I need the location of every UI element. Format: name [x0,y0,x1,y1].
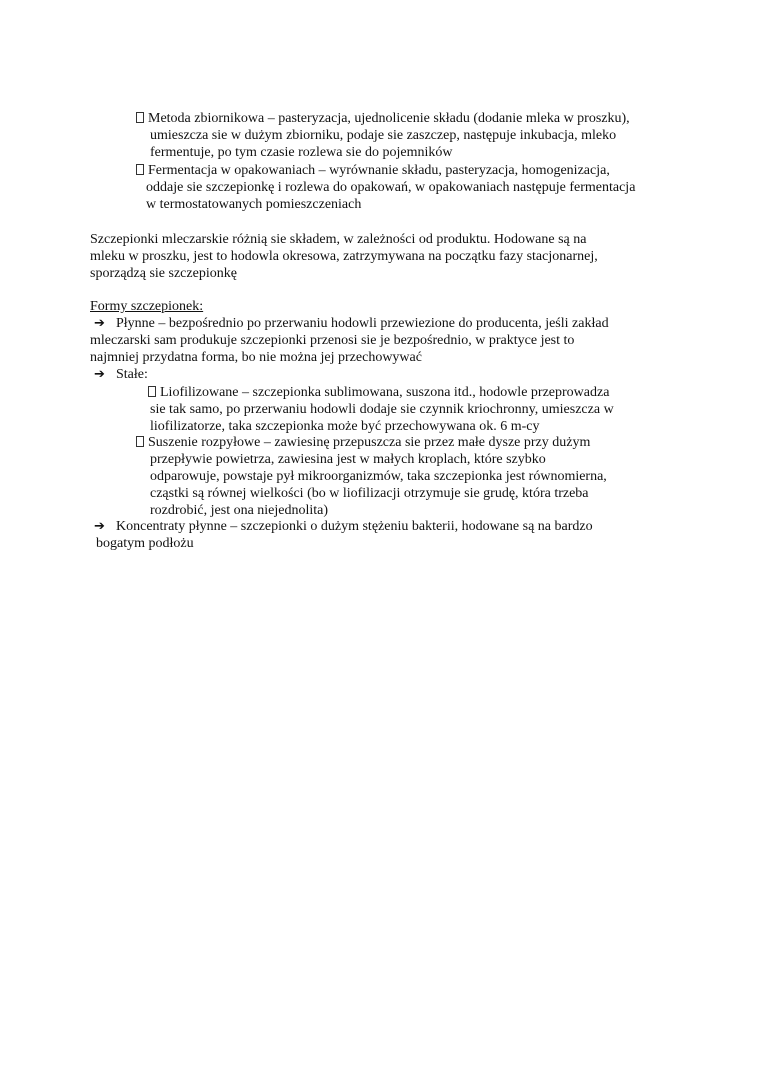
bullet-metoda: Metoda zbiornikowa – pasteryzacja, ujednolicenie składu (dodanie mleka w proszku), [136,110,630,127]
text-line: oddaje sie szczepionkę i rozlewa do opakowań, w opakowaniach następuje fermentacja [146,180,636,195]
text-line: bogatym podłożu [96,536,194,551]
arrow-right-icon: ➔ [94,316,105,331]
text-line: odparowuje, powstaje pył mikroorganizmów, taka szczepionka jest równomierna, [150,469,607,484]
text-line: cząstki są równej wielkości (bo w liofilizacji otrzymuje sie grudę, która trzeba [150,486,589,501]
text-line: najmniej przydatna forma, bo nie można jej przechowywać [90,350,422,365]
bullet-koncentraty: ➔ Koncentraty płynne – szczepionki o dużym stężeniu bakterii, hodowane są na bardzo [94,519,593,534]
arrow-right-icon: ➔ [94,367,105,382]
checkbox-icon [136,112,144,123]
text-line: mleczarski sam produkuje szczepionki przenosi sie je bezpośrednio, w praktyce jest to [90,333,575,348]
text-line: rozdrobić, jest ona niejednolita) [150,503,329,518]
text-line: przepływie powietrza, zawiesina jest w małych kroplach, które szybko [150,452,546,467]
text-line: umieszcza sie w dużym zbiorniku, podaje sie zaszczep, następuje inkubacja, mleko [150,128,617,143]
checkbox-icon [136,436,144,447]
text-line: w termostatowanych pomieszczeniach [146,197,362,212]
bullet-fermentacja: Fermentacja w opakowaniach – wyrównanie składu, pasteryzacja, homogenizacja, [136,162,610,179]
bullet-stale: ➔ Stałe: [94,367,148,382]
bullet-suszenie: Suszenie rozpyłowe – zawiesinę przepuszcza sie przez małe dysze przy dużym [136,434,590,451]
arrow-right-icon: ➔ [94,519,105,534]
checkbox-icon [148,386,156,397]
paragraph-line: mleku w proszku, jest to hodowla okresowa, zatrzymywana na początku fazy stacjonarnej, [90,249,598,264]
forms-heading: Formy szczepionek: [90,299,204,314]
text-line: sie tak samo, po przerwaniu hodowli dodaje sie czynnik kriochronny, umieszcza w [150,402,614,417]
text-line: liofilizatorze, taka szczepionka może być przechowywana ok. 6 m-cy [150,419,540,434]
checkbox-icon [136,164,144,175]
bullet-plynne: ➔ Płynne – bezpośrednio po przerwaniu hodowli przewiezione do producenta, jeśli zakład [94,316,609,331]
paragraph-line: Szczepionki mleczarskie różnią sie składem, w zależności od produktu. Hodowane są na [90,232,587,247]
bullet-liofilizowane: Liofilizowane – szczepionka sublimowana, suszona itd., hodowle przeprowadza [148,384,609,401]
paragraph-line: sporządzą sie szczepionkę [90,266,237,281]
text-line: fermentuje, po tym czasie rozlewa sie do pojemników [150,145,453,160]
